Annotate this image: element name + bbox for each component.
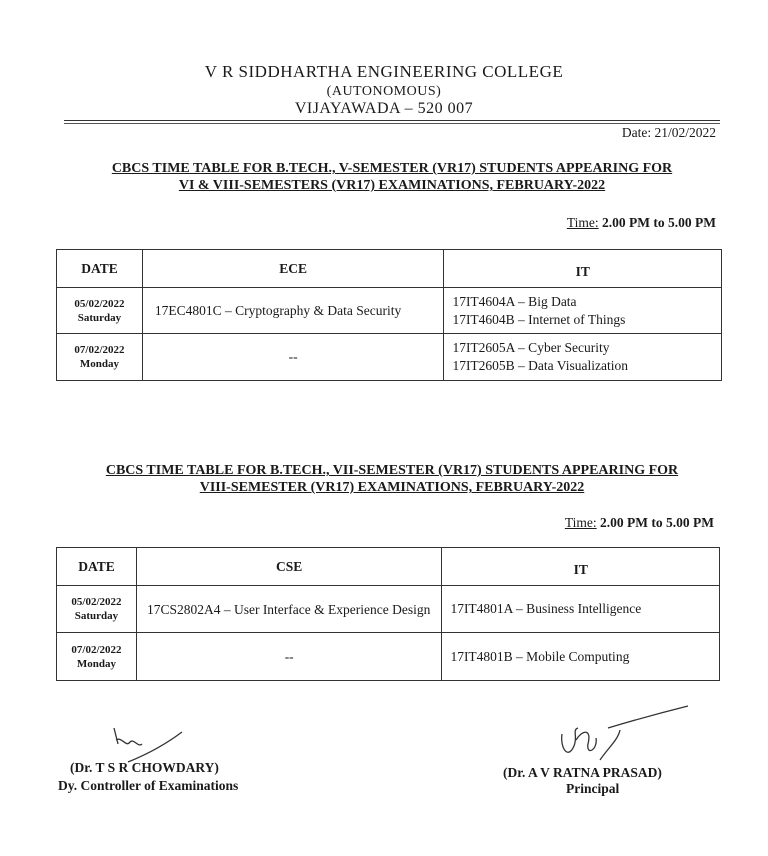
table-header-row: [57, 548, 720, 586]
header-rule: [64, 123, 720, 124]
time-label: Time:: [566, 215, 599, 230]
time-label: Time:: [564, 515, 597, 530]
table-header-row: [57, 250, 722, 288]
section2-time: [565, 515, 714, 531]
principal-designation: Principal: [566, 781, 620, 796]
section1-title: [40, 160, 744, 194]
it-subject: 17IT4604A – Big Data: [452, 293, 577, 309]
cse-subject: 17CS2802A4 – User Interface & Experience Design: [136, 586, 442, 633]
it-subject: 17IT2605A – Cyber Security: [452, 340, 610, 355]
left-signature-icon: [108, 718, 188, 766]
section2-timetable: [56, 547, 720, 681]
right-signature-icon: [548, 700, 698, 772]
table-row: [57, 288, 722, 334]
section1-title-line2: VI & VIII-SEMESTERS (VR17) EXAMINATIONS, FEBRUARY-2022: [178, 178, 606, 193]
section2-title-line1: CBCS TIME TABLE FOR B.TECH., VII-SEMESTER (VR17) STUDENTS APPEARING FOR: [105, 463, 679, 478]
it-subjects: [444, 288, 722, 334]
exam-day: Monday: [76, 657, 117, 670]
exam-date: 05/02/2022: [74, 297, 125, 310]
it-subject: 17IT4604B – Internet of Things: [452, 311, 626, 327]
it-subjects: [444, 334, 722, 381]
column-header-ece: ECE: [142, 250, 444, 288]
college-city: VIJAYAWADA – 520 007: [294, 100, 474, 117]
section1-title-line1: CBCS TIME TABLE FOR B.TECH., V-SEMESTER (VR17) STUDENTS APPEARING FOR: [111, 161, 673, 176]
section2-title-line2: VIII-SEMESTER (VR17) EXAMINATIONS, FEBRUARY-2022: [199, 480, 585, 495]
column-header-it: IT: [442, 548, 720, 586]
column-header-it: IT: [444, 250, 722, 288]
column-header-date: DATE: [57, 548, 137, 586]
column-header-cse: CSE: [136, 548, 442, 586]
date-cell: [57, 288, 143, 334]
it-subject: 17IT4801A – Business Intelligence: [442, 586, 720, 633]
ece-subject: --: [142, 334, 444, 381]
time-value: 2.00 PM to 5.00 PM: [596, 515, 714, 530]
date-cell: [57, 334, 143, 381]
it-subject: 17IT4801B – Mobile Computing: [442, 633, 720, 681]
principal-name: (Dr. A V RATNA PRASAD): [503, 765, 662, 780]
exam-date: 05/02/2022: [71, 596, 122, 608]
table-row: [57, 334, 722, 381]
exam-day: Saturday: [77, 311, 122, 324]
table-row: [57, 633, 720, 681]
table-row: [57, 586, 720, 633]
header-rule: [64, 120, 720, 121]
date-cell: [57, 633, 137, 681]
it-subject: 17IT2605B – Data Visualization: [452, 358, 628, 373]
exam-day: Monday: [79, 358, 120, 370]
column-header-date: DATE: [57, 250, 143, 288]
ece-subject: 17EC4801C – Cryptography & Data Security: [142, 288, 444, 334]
date-cell: [57, 586, 137, 633]
exam-day: Saturday: [74, 610, 119, 622]
controller-name: (Dr. T S R CHOWDARY): [70, 760, 219, 775]
exam-date: 07/02/2022: [74, 344, 125, 356]
exam-date: 07/02/2022: [71, 643, 122, 656]
section1-time: [567, 215, 716, 231]
autonomous-label: (AUTONOMOUS): [326, 84, 442, 99]
cse-subject: --: [136, 633, 442, 681]
college-name: V R SIDDHARTHA ENGINEERING COLLEGE: [204, 62, 564, 81]
controller-designation: Dy. Controller of Examinations: [58, 778, 239, 793]
section1-timetable: [56, 249, 722, 381]
time-value: 2.00 PM to 5.00 PM: [598, 215, 716, 230]
document-date: Date: 21/02/2022: [621, 125, 716, 140]
section2-title: [40, 462, 744, 496]
